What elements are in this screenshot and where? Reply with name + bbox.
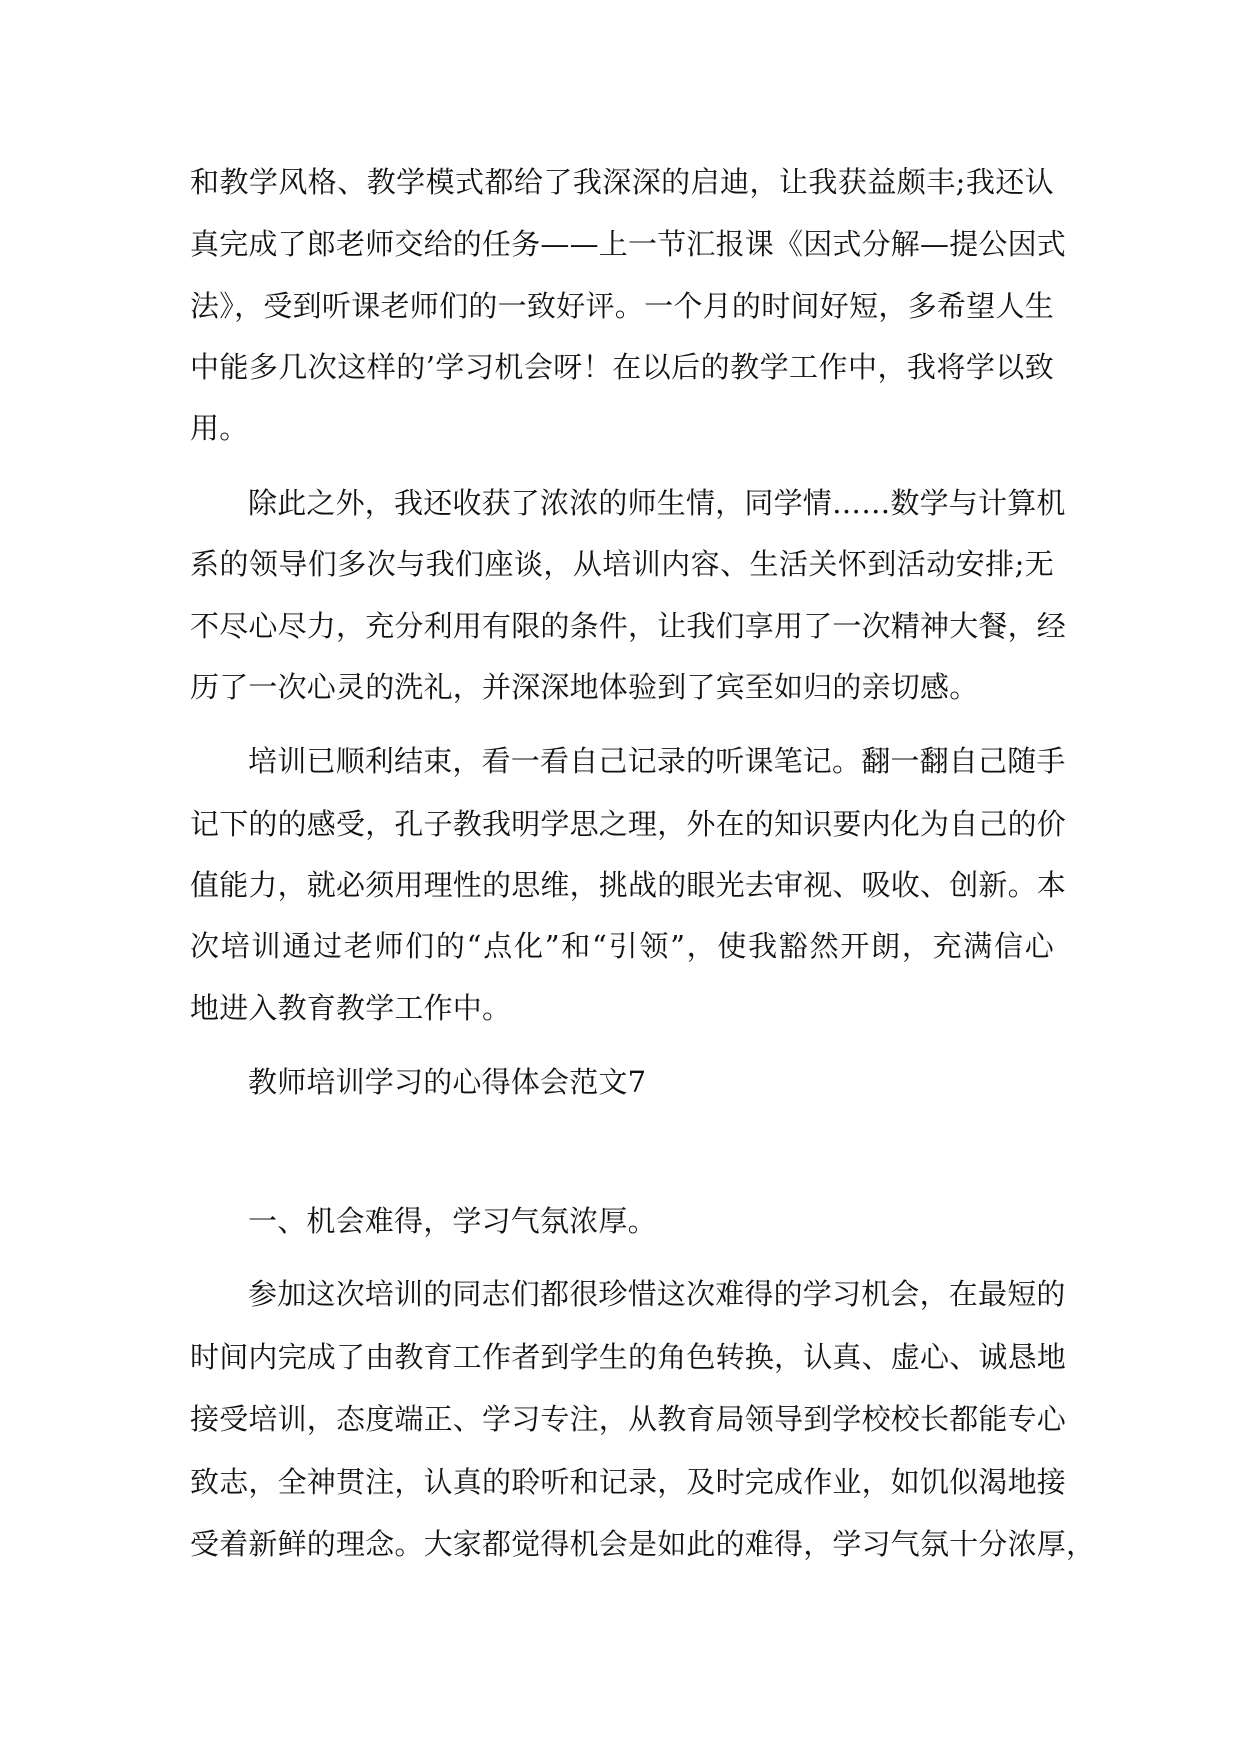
text-line: 不尽心尽力，充分利用有限的条件，让我们享用了一次精神大餐，经 xyxy=(190,609,1067,643)
text-line: 培训已顺利结束，看一看自己记录的听课笔记。翻一翻自己随手 xyxy=(248,744,1066,778)
text-line: 时间内完成了由教育工作者到学生的角色转换，认真、虚心、诚恳地 xyxy=(190,1340,1067,1374)
text-line: 除此之外，我还收获了浓浓的师生情，同学情……数学与计算机 xyxy=(248,486,1066,520)
text-line: 历了一次心灵的洗礼，并深深地体验到了宾至如归的亲切感。 xyxy=(190,670,979,704)
text-line: 致志，全神贯注，认真的聆听和记录，及时完成作业，如饥似渴地接 xyxy=(190,1465,1067,1499)
text-line: 次培训通过老师们的“点化”和“引领”，使我豁然开朗，充满信心 xyxy=(190,929,1054,963)
text-line: 接受培训，态度端正、学习专注，从教育局领导到学校校长都能专心 xyxy=(190,1402,1067,1436)
text-line: 用。 xyxy=(190,411,249,445)
subsection-heading: 一、机会难得，学习气氛浓厚。 xyxy=(248,1204,657,1238)
text-line: 地进入教育教学工作中。 xyxy=(190,991,512,1025)
text-line: 法》，受到听课老师们的一致好评。一个月的时间好短，多希望人生 xyxy=(190,289,1054,323)
text-line: 受着新鲜的理念。大家都觉得机会是如此的难得，学习气氛十分浓厚， xyxy=(190,1527,1096,1561)
text-line: 真完成了郎老师交给的任务——上一节汇报课《因式分解—提公因式 xyxy=(190,227,1067,261)
text-line: 系的领导们多次与我们座谈，从培训内容、生活关怀到活动安排;无 xyxy=(190,547,1054,581)
text-line: 值能力，就必须用理性的思维，挑战的眼光去审视、吸收、创新。本 xyxy=(190,868,1067,902)
section-heading: 教师培训学习的心得体会范文7 xyxy=(248,1065,647,1099)
text-line: 中能多几次这样的’学习机会呀！在以后的教学工作中，我将学以致 xyxy=(190,350,1054,384)
text-line: 和教学风格、教学模式都给了我深深的启迪，让我获益颇丰;我还认 xyxy=(190,165,1054,199)
text-line: 参加这次培训的同志们都很珍惜这次难得的学习机会，在最短的 xyxy=(248,1277,1066,1311)
text-line: 记下的的感受，孔子教我明学思之理，外在的知识要内化为自己的价 xyxy=(190,807,1067,841)
